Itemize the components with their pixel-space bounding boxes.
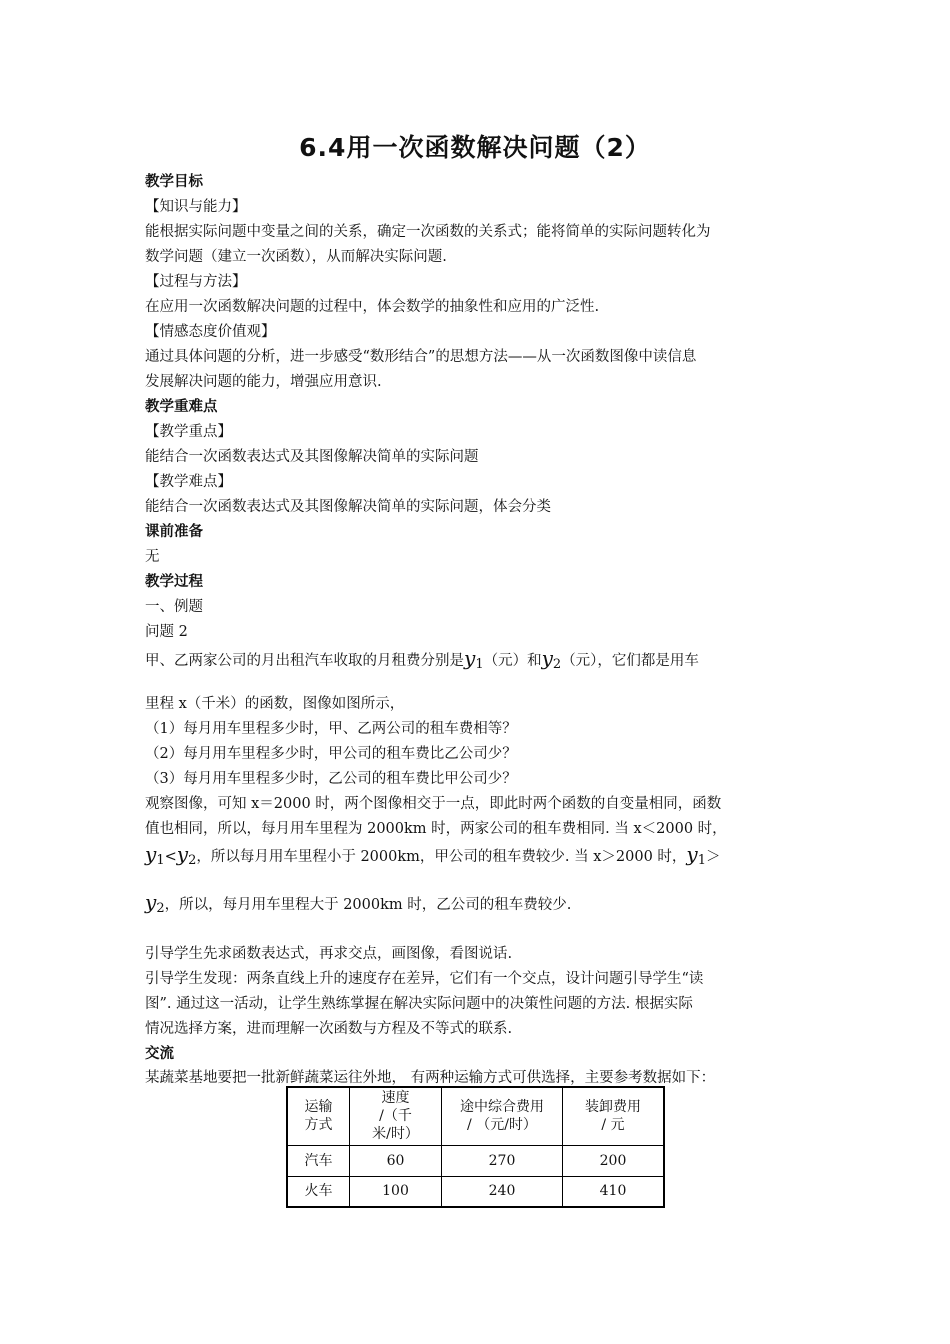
problem-intro-text: 甲、乙两家公司的月出租汽车收取的月租费分别是 [145, 653, 464, 669]
process-method-heading: 【过程与方法】 [145, 274, 247, 290]
table-header-cell [350, 1087, 442, 1145]
header-line: 速度 [381, 1090, 410, 1107]
difficulty-heading: 【教学难点】 [145, 474, 232, 490]
objectives-heading: 教学目标 [145, 174, 203, 190]
table-row [287, 1145, 664, 1176]
guidance-line-2: 引导学生发现：两条直线上升的速度存在差异，它们有一个交点，设计问题引导学生“读 [145, 971, 704, 987]
preparation-heading: 课前准备 [145, 524, 203, 540]
answer-line-1: 观察图像，可知 x＝2000 时，两个图像相交于一点，即此时两个函数的自变量相同，函数 [145, 796, 722, 812]
process-method-text: 在应用一次函数解决问题的过程中，体会数学的抽象性和应用的广泛性. [145, 299, 600, 315]
y1-symbol: y [686, 842, 698, 866]
header-line: / （元/时） [467, 1117, 537, 1134]
y2-symbol: y [145, 890, 157, 914]
header-line: 装卸费用 [585, 1099, 641, 1116]
table-cell: 100 [350, 1176, 442, 1207]
problem-label: 问题 2 [145, 624, 188, 640]
key-points-heading: 教学重难点 [145, 399, 218, 415]
table-header-cell [287, 1087, 350, 1145]
table-row [287, 1176, 664, 1207]
header-line: / 元 [601, 1117, 625, 1134]
focus-heading: 【教学重点】 [145, 424, 232, 440]
greater-than-sign: ＞ [706, 849, 721, 865]
table-cell: 火车 [287, 1176, 350, 1207]
question-2: （2）每月用车里程多少时，甲公司的租车费比乙公司少？ [145, 746, 517, 762]
guidance-line-1: 引导学生先求函数表达式，再求交点，画图像，看图说话. [145, 946, 513, 962]
table-cell: 汽车 [287, 1145, 350, 1176]
header-line: 运输 [304, 1099, 333, 1116]
header-line: 方式 [304, 1117, 333, 1134]
guidance-line-4: 情况选择方案，进而理解一次函数与方程及不等式的联系. [145, 1021, 513, 1037]
header-line: /（千 [379, 1108, 412, 1125]
table-cell: 240 [442, 1176, 563, 1207]
problem-intro-line-2: 里程 x（千米）的函数，图像如图所示， [145, 696, 405, 712]
emotion-heading: 【情感态度价值观】 [145, 324, 276, 340]
answer-line-3-text: ，所以每月用车里程小于 2000km，甲公司的租车费较少. 当 x＞2000 时， [196, 849, 687, 865]
y2-subscript: 2 [156, 901, 165, 916]
less-than-sign: < [164, 849, 177, 865]
page-title: 6.4用一次函数解决问题（2） [299, 133, 651, 162]
knowledge-text-1: 能根据实际问题中变量之间的关系，确定一次函数的关系式；能将简单的实际问题转化为 [145, 224, 711, 240]
header-line: 米/时） [372, 1126, 419, 1143]
answer-line-4 [145, 890, 571, 914]
exchange-heading: 交流 [145, 1046, 174, 1062]
table-cell: 200 [563, 1145, 665, 1176]
emotion-text-1: 通过具体问题的分析，进一步感受“数形结合”的思想方法——从一次函数图像中读信息 [145, 349, 697, 365]
guidance-line-3: 图”. 通过这一活动，让学生熟练掌握在解决实际问题中的决策性问题的方法. 根据实际 [145, 996, 693, 1012]
y1-subscript: 1 [697, 853, 706, 868]
y1-symbol: y [145, 842, 157, 866]
question-3: （3）每月用车里程多少时，乙公司的租车费比甲公司少？ [145, 771, 517, 787]
table-cell: 410 [563, 1176, 665, 1207]
knowledge-heading: 【知识与能力】 [145, 199, 247, 215]
teaching-process-heading: 教学过程 [145, 574, 203, 590]
table-header-row [287, 1087, 664, 1145]
y1-subscript: 1 [156, 853, 165, 868]
table-cell: 60 [350, 1145, 442, 1176]
table-header-cell [563, 1087, 665, 1145]
knowledge-text-2: 数学问题（建立一次函数），从而解决实际问题. [145, 249, 447, 265]
focus-text: 能结合一次函数表达式及其图像解决简单的实际问题 [145, 449, 479, 465]
table-cell: 270 [442, 1145, 563, 1176]
unit-and-text: （元）和 [483, 653, 542, 669]
unit-tail-text: （元），它们都是用车 [561, 653, 699, 669]
answer-line-4-text: ，所以，每月用车里程大于 2000km 时，乙公司的租车费较少. [164, 897, 572, 913]
preparation-text: 无 [145, 549, 160, 565]
y2-subscript: 2 [552, 657, 562, 672]
problem-intro-line [145, 646, 699, 670]
y2-symbol: y [541, 646, 553, 670]
y1-subscript: 1 [475, 657, 484, 672]
y2-subscript: 2 [188, 853, 197, 868]
transport-table [286, 1086, 665, 1208]
emotion-text-2: 发展解决问题的能力，增强应用意识. [145, 374, 382, 390]
exchange-text: 某蔬菜基地要把一批新鲜蔬菜运往外地， 有两种运输方式可供选择，主要参考数据如下： [145, 1070, 716, 1086]
y2-symbol: y [176, 842, 189, 866]
difficulty-text: 能结合一次函数表达式及其图像解决简单的实际问题，体会分类 [145, 499, 551, 515]
table-header-cell [442, 1087, 563, 1145]
answer-line-2: 值也相同，所以，每月用车里程为 2000km 时，两家公司的租车费相同. 当 x＜2000 时， [145, 821, 727, 837]
question-1: （1）每月用车里程多少时，甲、乙两公司的租车费相等？ [145, 721, 517, 737]
answer-line-3 [145, 842, 721, 866]
section-title: 一、例题 [145, 599, 203, 615]
y1-symbol: y [464, 646, 476, 670]
header-line: 途中综合费用 [460, 1099, 544, 1116]
